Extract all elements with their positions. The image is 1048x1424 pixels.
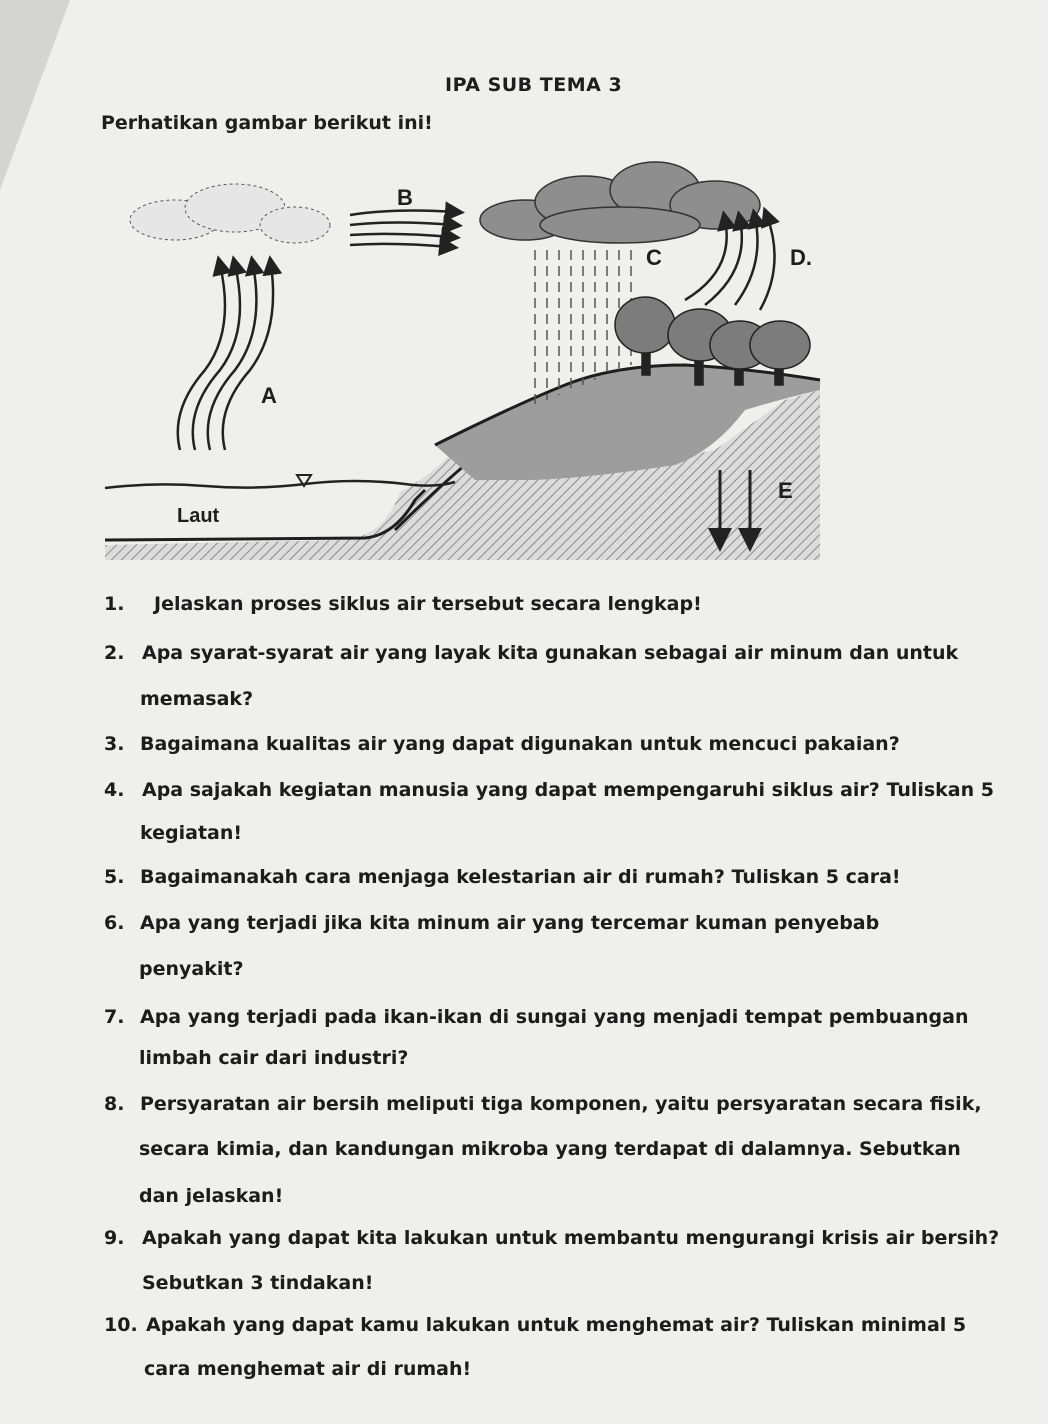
- rain-cloud-icon: [480, 162, 760, 243]
- page-fold-shadow: [0, 0, 70, 190]
- question-8: [104, 1093, 982, 1115]
- question-7-continuation: limbah cair dari industri?: [139, 1047, 409, 1069]
- question-10-continuation: cara menghemat air di rumah!: [144, 1358, 472, 1380]
- question-number: 8.: [104, 1093, 125, 1115]
- question-number: 3.: [104, 733, 125, 755]
- question-5: [104, 866, 901, 888]
- question-text: Bagaimana kualitas air yang dapat digunakan untuk mencuci pakaian?: [140, 733, 900, 755]
- question-10: [104, 1314, 966, 1336]
- sea-surface-line: [105, 481, 455, 488]
- question-4-continuation: kegiatan!: [140, 822, 243, 844]
- question-number: 6.: [104, 912, 125, 934]
- question-number: 5.: [104, 866, 125, 888]
- left-cloud-icon: [130, 184, 330, 243]
- question-text: Apa yang terjadi jika kita minum air yang tercemar kuman penyebab: [140, 912, 880, 934]
- question-9: [104, 1227, 999, 1249]
- question-7: [104, 1006, 969, 1028]
- question-number: 1.: [104, 593, 125, 615]
- question-9-continuation: Sebutkan 3 tindakan!: [142, 1272, 374, 1294]
- question-2-continuation: memasak?: [140, 688, 254, 710]
- question-number: 2.: [104, 642, 125, 664]
- label-d: D.: [790, 245, 812, 270]
- evaporation-arrows: [178, 265, 273, 450]
- question-3: [104, 733, 900, 755]
- question-text: Apa yang terjadi pada ikan-ikan di sungai yang menjadi tempat pembuangan: [140, 1006, 969, 1028]
- question-number: 4.: [104, 779, 125, 801]
- question-text: Apa sajakah kegiatan manusia yang dapat mempengaruhi siklus air? Tuliskan 5: [142, 779, 994, 801]
- wind-arrows: [350, 211, 455, 247]
- question-text: Jelaskan proses siklus air tersebut secara lengkap!: [154, 593, 702, 615]
- question-text: Apa syarat-syarat air yang layak kita gunakan sebagai air minum dan untuk: [142, 642, 959, 664]
- label-e: E: [778, 478, 793, 503]
- question-number: 10.: [104, 1314, 138, 1336]
- transpiration-arrows: [685, 216, 775, 310]
- question-text: Apakah yang dapat kamu lakukan untuk menghemat air? Tuliskan minimal 5: [146, 1314, 967, 1336]
- ground-layer: [105, 365, 820, 560]
- label-b: B: [397, 185, 413, 210]
- label-sea: Laut: [177, 505, 220, 527]
- question-text: Persyaratan air bersih meliputi tiga komponen, yaitu persyaratan secara fisik,: [140, 1093, 982, 1115]
- question-8-continuation-1: secara kimia, dan kandungan mikroba yang terdapat di dalamnya. Sebutkan: [139, 1138, 961, 1160]
- question-2: [104, 642, 958, 664]
- question-text: Bagaimanakah cara menjaga kelestarian air di rumah? Tuliskan 5 cara!: [140, 866, 901, 888]
- question-1: [104, 593, 702, 615]
- question-number: 9.: [104, 1227, 125, 1249]
- question-number: 7.: [104, 1006, 125, 1028]
- question-text: Apakah yang dapat kita lakukan untuk membantu mengurangi krisis air bersih?: [142, 1227, 1000, 1249]
- label-a: A: [261, 383, 277, 408]
- question-6-continuation: penyakit?: [139, 958, 244, 980]
- question-6: [104, 912, 879, 934]
- question-8-continuation-2: dan jelaskan!: [139, 1185, 284, 1207]
- label-c: C: [646, 245, 662, 270]
- question-4: [104, 779, 994, 801]
- water-cycle-diagram: [95, 150, 830, 580]
- instruction-text: Perhatikan gambar berikut ini!: [101, 112, 433, 134]
- page-title: IPA SUB TEMA 3: [445, 74, 623, 96]
